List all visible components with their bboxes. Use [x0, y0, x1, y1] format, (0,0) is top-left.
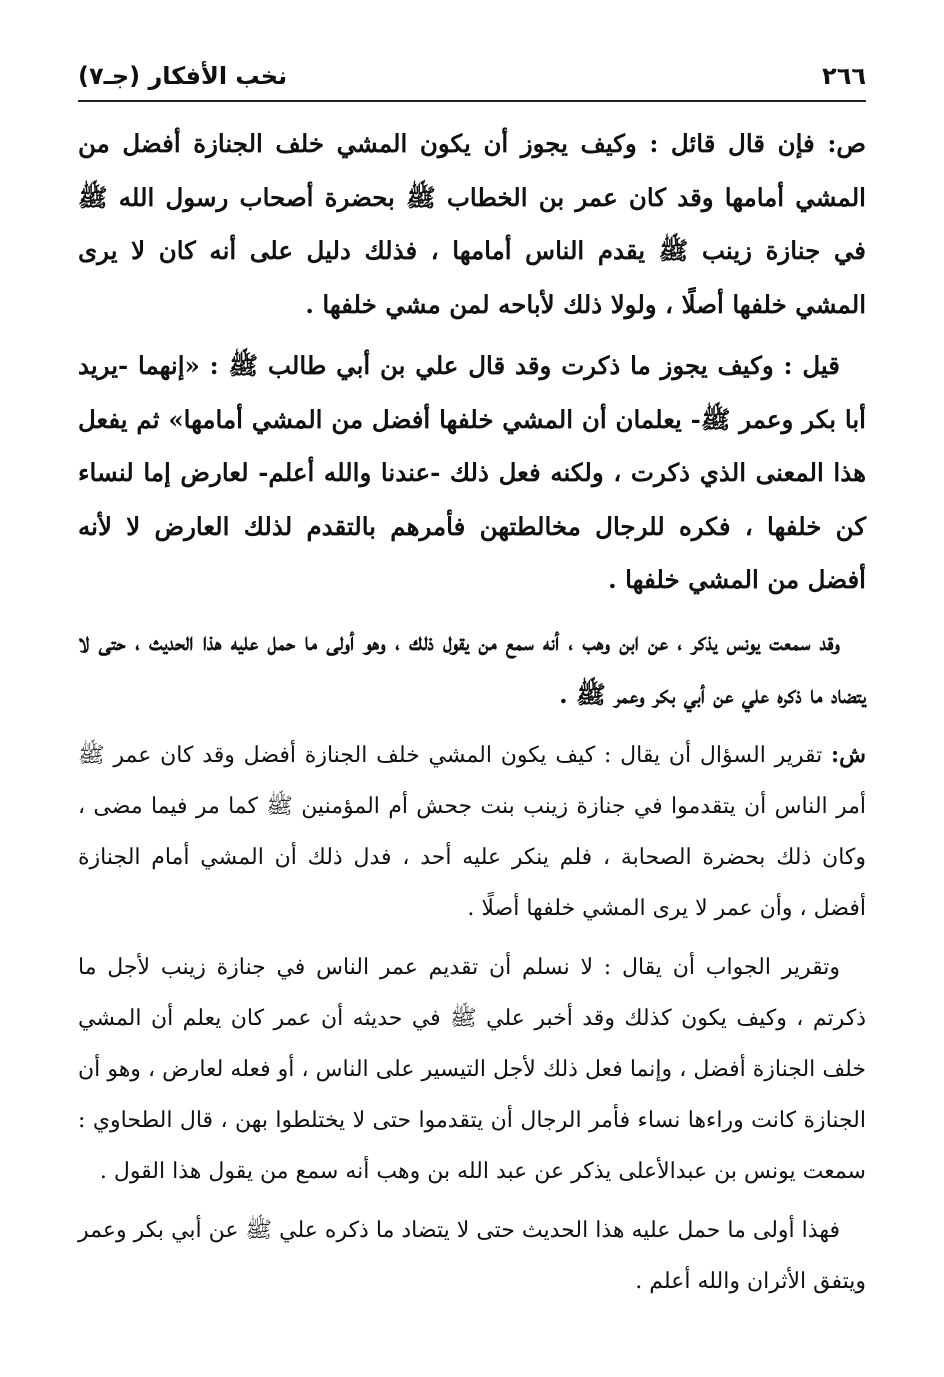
paragraph-prefix: ص:: [827, 129, 867, 158]
paragraph-text: وتقرير الجواب أن يقال : لا نسلم أن تقديم عمر الناس في جنازة زينب لأجل ما ذكرتم ، وكيف يكون كذلك وقد أخبر علي ﷺ في حديثه أن عمر كان يعلم أن المشي خلف الجنازة أفضل ، وإنما فعل ذلك لأجل التيسير على الناس ، أو فعله لعارض ، وهو أن الجنازة كانت وراءها نساء فأمر الرجال أن يتقدموا حتى لا يختلطوا بهن ، قال الطحاوي : سمعت يونس بن عبدالأعلى يذكر عن عبد الله بن وهب أنه سمع من يقول هذا القول .: [78, 954, 866, 1184]
paragraph-gap: [78, 1197, 866, 1205]
paragraph-matn-3: [78, 615, 866, 722]
paragraph-sharh-1: [78, 730, 866, 934]
paragraph-gap: [78, 934, 866, 942]
paragraph-gap: [78, 722, 866, 730]
paragraph-sharh-2: [78, 942, 866, 1197]
book-title: نخب الأفكار (جـ٧): [78, 62, 288, 90]
page-header: [78, 52, 866, 100]
header-rule: [78, 100, 866, 102]
paragraph-prefix: ش:: [831, 741, 867, 768]
paragraph-matn-1: [78, 117, 866, 331]
paragraph-text: تقرير السؤال أن يقال : كيف يكون المشي خلف الجنازة أفضل وقد كان عمر ﷺ أمر الناس أن يتقدموا في جنازة زينب بنت جحش أم المؤمنين ﷺ كما مر فيما مضى ، وكان ذلك بحضرة الصحابة ، فلم ينكر عليه أحد ، فدل ذلك أن المشي أمام الجنازة أفضل ، وأن عمر لا يرى المشي خلفها أصلًا .: [78, 742, 866, 921]
paragraph-text: فإن قال قائل : وكيف يجوز أن يكون المشي خلف الجنازة أفضل من المشي أمامها وقد كان عمر بن الخطاب ﷺ بحضرة أصحاب رسول الله ﷺ في جنازة زينب ﷺ يقدم الناس أمامها ، فذلك دليل على أنه كان لا يرى المشي خلفها أصلًا ، ولولا ذلك لأباحه لمن مشي خلفها .: [78, 129, 866, 319]
paragraph-text: فهذا أولى ما حمل عليه هذا الحديث حتى لا يتضاد ما ذكره علي ﷺ عن أبي بكر وعمر ويتفق الأثران والله أعلم .: [78, 1217, 866, 1294]
paragraph-text: وقد سمعت يونس يذكر ، عن ابن وهب ، أنه سمع من يقول ذلك ، وهو أولى ما حمل عليه هذا الحديث ، حتى لا يتضاد ما ذكره علي عن أبي بكر وعمر ﷺ .: [78, 626, 866, 709]
page-number: ٢٦٦: [822, 62, 866, 90]
paragraph-gap: [78, 607, 866, 615]
paragraph-text: قيل : وكيف يجوز ما ذكرت وقد قال علي بن أبي طالب ﷺ : «إنهما -يريد أبا بكر وعمر ﷺ- يعلمان أن المشي خلفها أفضل من المشي أمامها» ثم يفعل هذا المعنى الذي ذكرت ، ولكنه فعل ذلك -عندنا والله أعلم- لعارض إما لنساء كن خلفها ، فكره للرجال مخالطتهن فأمرهم بالتقدم لذلك العارض لا لأنه أفضل من المشي خلفها .: [78, 351, 866, 594]
paragraph-matn-2: [78, 339, 866, 607]
page-body: [78, 117, 866, 1307]
paragraph-gap: [78, 331, 866, 339]
paragraph-sharh-3: [78, 1205, 866, 1307]
